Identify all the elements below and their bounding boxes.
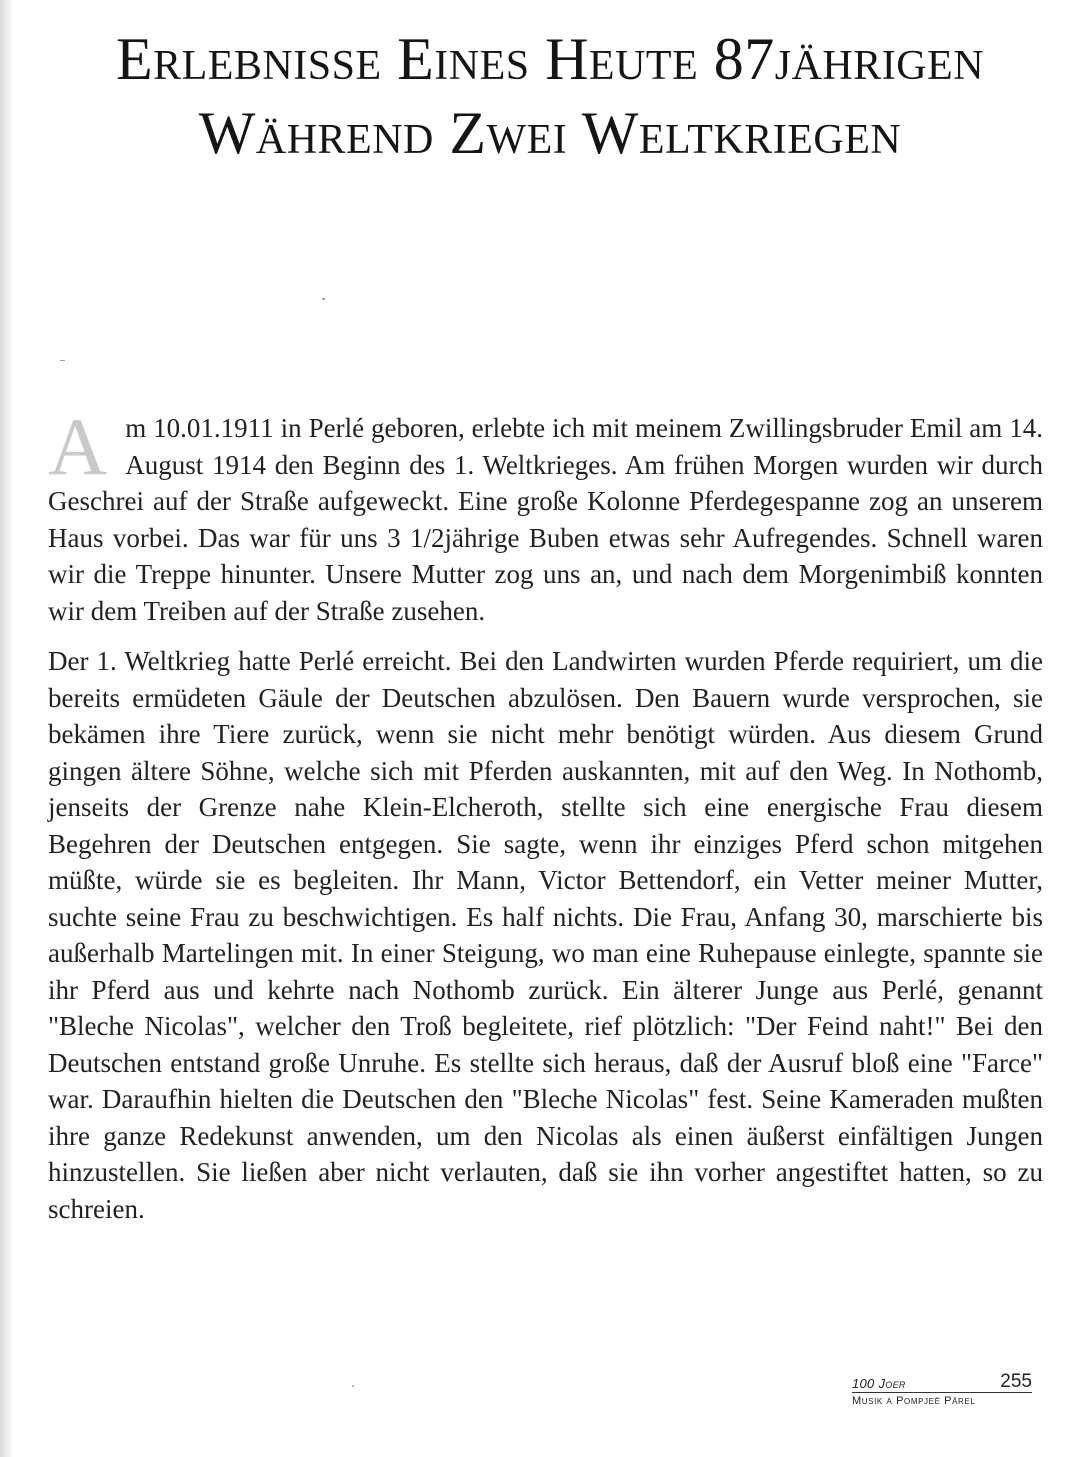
scan-edge-shadow	[0, 0, 14, 1457]
paragraph-1	[48, 401, 1043, 629]
title-line-2: Während Zwei Weltkriegen	[198, 100, 902, 166]
paragraph-2: Der 1. Weltkrieg hatte Perlé erreicht. Bei den Landwirten wurden Pferde requiriert, um die bereits ermüdeten Gäule der Deutschen abzulösen. Den Bauern wurde versprochen, sie bekämen ihre Tiere zurück, wenn sie nicht mehr benötigt würden. Aus diesem Grund gingen ältere Söhne, welche sich mit Pferden auskannten, mit auf den Weg. In Nothomb, jenseits der Grenze nahe Klein-Elcheroth, stellte sich eine energische Frau diesem Begehren der Deutschen entgegen. Sie sagte, wenn ihr einziges Pferd schon mitgehen müßte, würde sie es begleiten. Ihr Mann, Victor Bettendorf, ein Vetter meiner Mutter, suchte seine Frau zu beschwichtigen. Es half nichts. Die Frau, Anfang 30, marschierte bis außerhalb Martelingen mit. In einer Steigung, wo man eine Ruhepause einlegte, spannte sie ihr Pferd aus und kehrte nach Nothomb zurück. Ein älterer Junge aus Perlé, genannt "Bleche Nicolas", welcher den Troß begleitete, rief plötzlich: "Der Feind naht!" Bei den Deutschen entstand große Unruhe. Es stellte sich heraus, daß der Ausruf bloß eine "Farce" war. Daraufhin hielten die Deutschen den "Bleche Nicolas" fest. Seine Kameraden mußten ihre ganze Redekunst anwenden, um den Nicolas als einen äußerst einfältigen Jungen hinzustellen. Sie ließen aber nicht verlauten, daß sie ihn vorher angestiftet hatten, so zu schreien.	[48, 646, 1043, 1224]
footer-subtitle: Musik a Pompjeë Pärel	[852, 1395, 976, 1407]
paragraph-1-text: m 10.01.1911 in Perlé geboren, erlebte ich mit meinem Zwillingsbruder Emil am 14. August 1914 den Beginn des 1. Weltkrieges. Am frühen Morgen wurden wir durch Geschrei auf der Straße aufgeweckt. Eine große Kolonne Pferdegespanne zog an unserem Haus vorbei. Das war für uns 3 1/2jährige Buben etwas sehr Aufregendes. Schnell waren wir die Treppe hinunter. Unsere Mutter zog uns an, und nach dem Morgenimbiß konnten wir dem Treiben auf der Straße zusehen.	[48, 413, 1043, 626]
footer-book-title: 100 Joer	[852, 1376, 906, 1391]
article-body	[48, 401, 1043, 1227]
page-number: 255	[1000, 1371, 1032, 1392]
scan-speck	[60, 360, 65, 361]
footer-top-line	[852, 1372, 1032, 1393]
page-footer	[852, 1372, 1032, 1407]
page-title	[0, 22, 1065, 170]
scan-speck	[322, 298, 325, 300]
drop-cap: A	[48, 401, 108, 492]
title-line-1: Erlebnisse Eines Heute 87jährigen	[115, 26, 985, 92]
scan-speck	[352, 1385, 354, 1387]
